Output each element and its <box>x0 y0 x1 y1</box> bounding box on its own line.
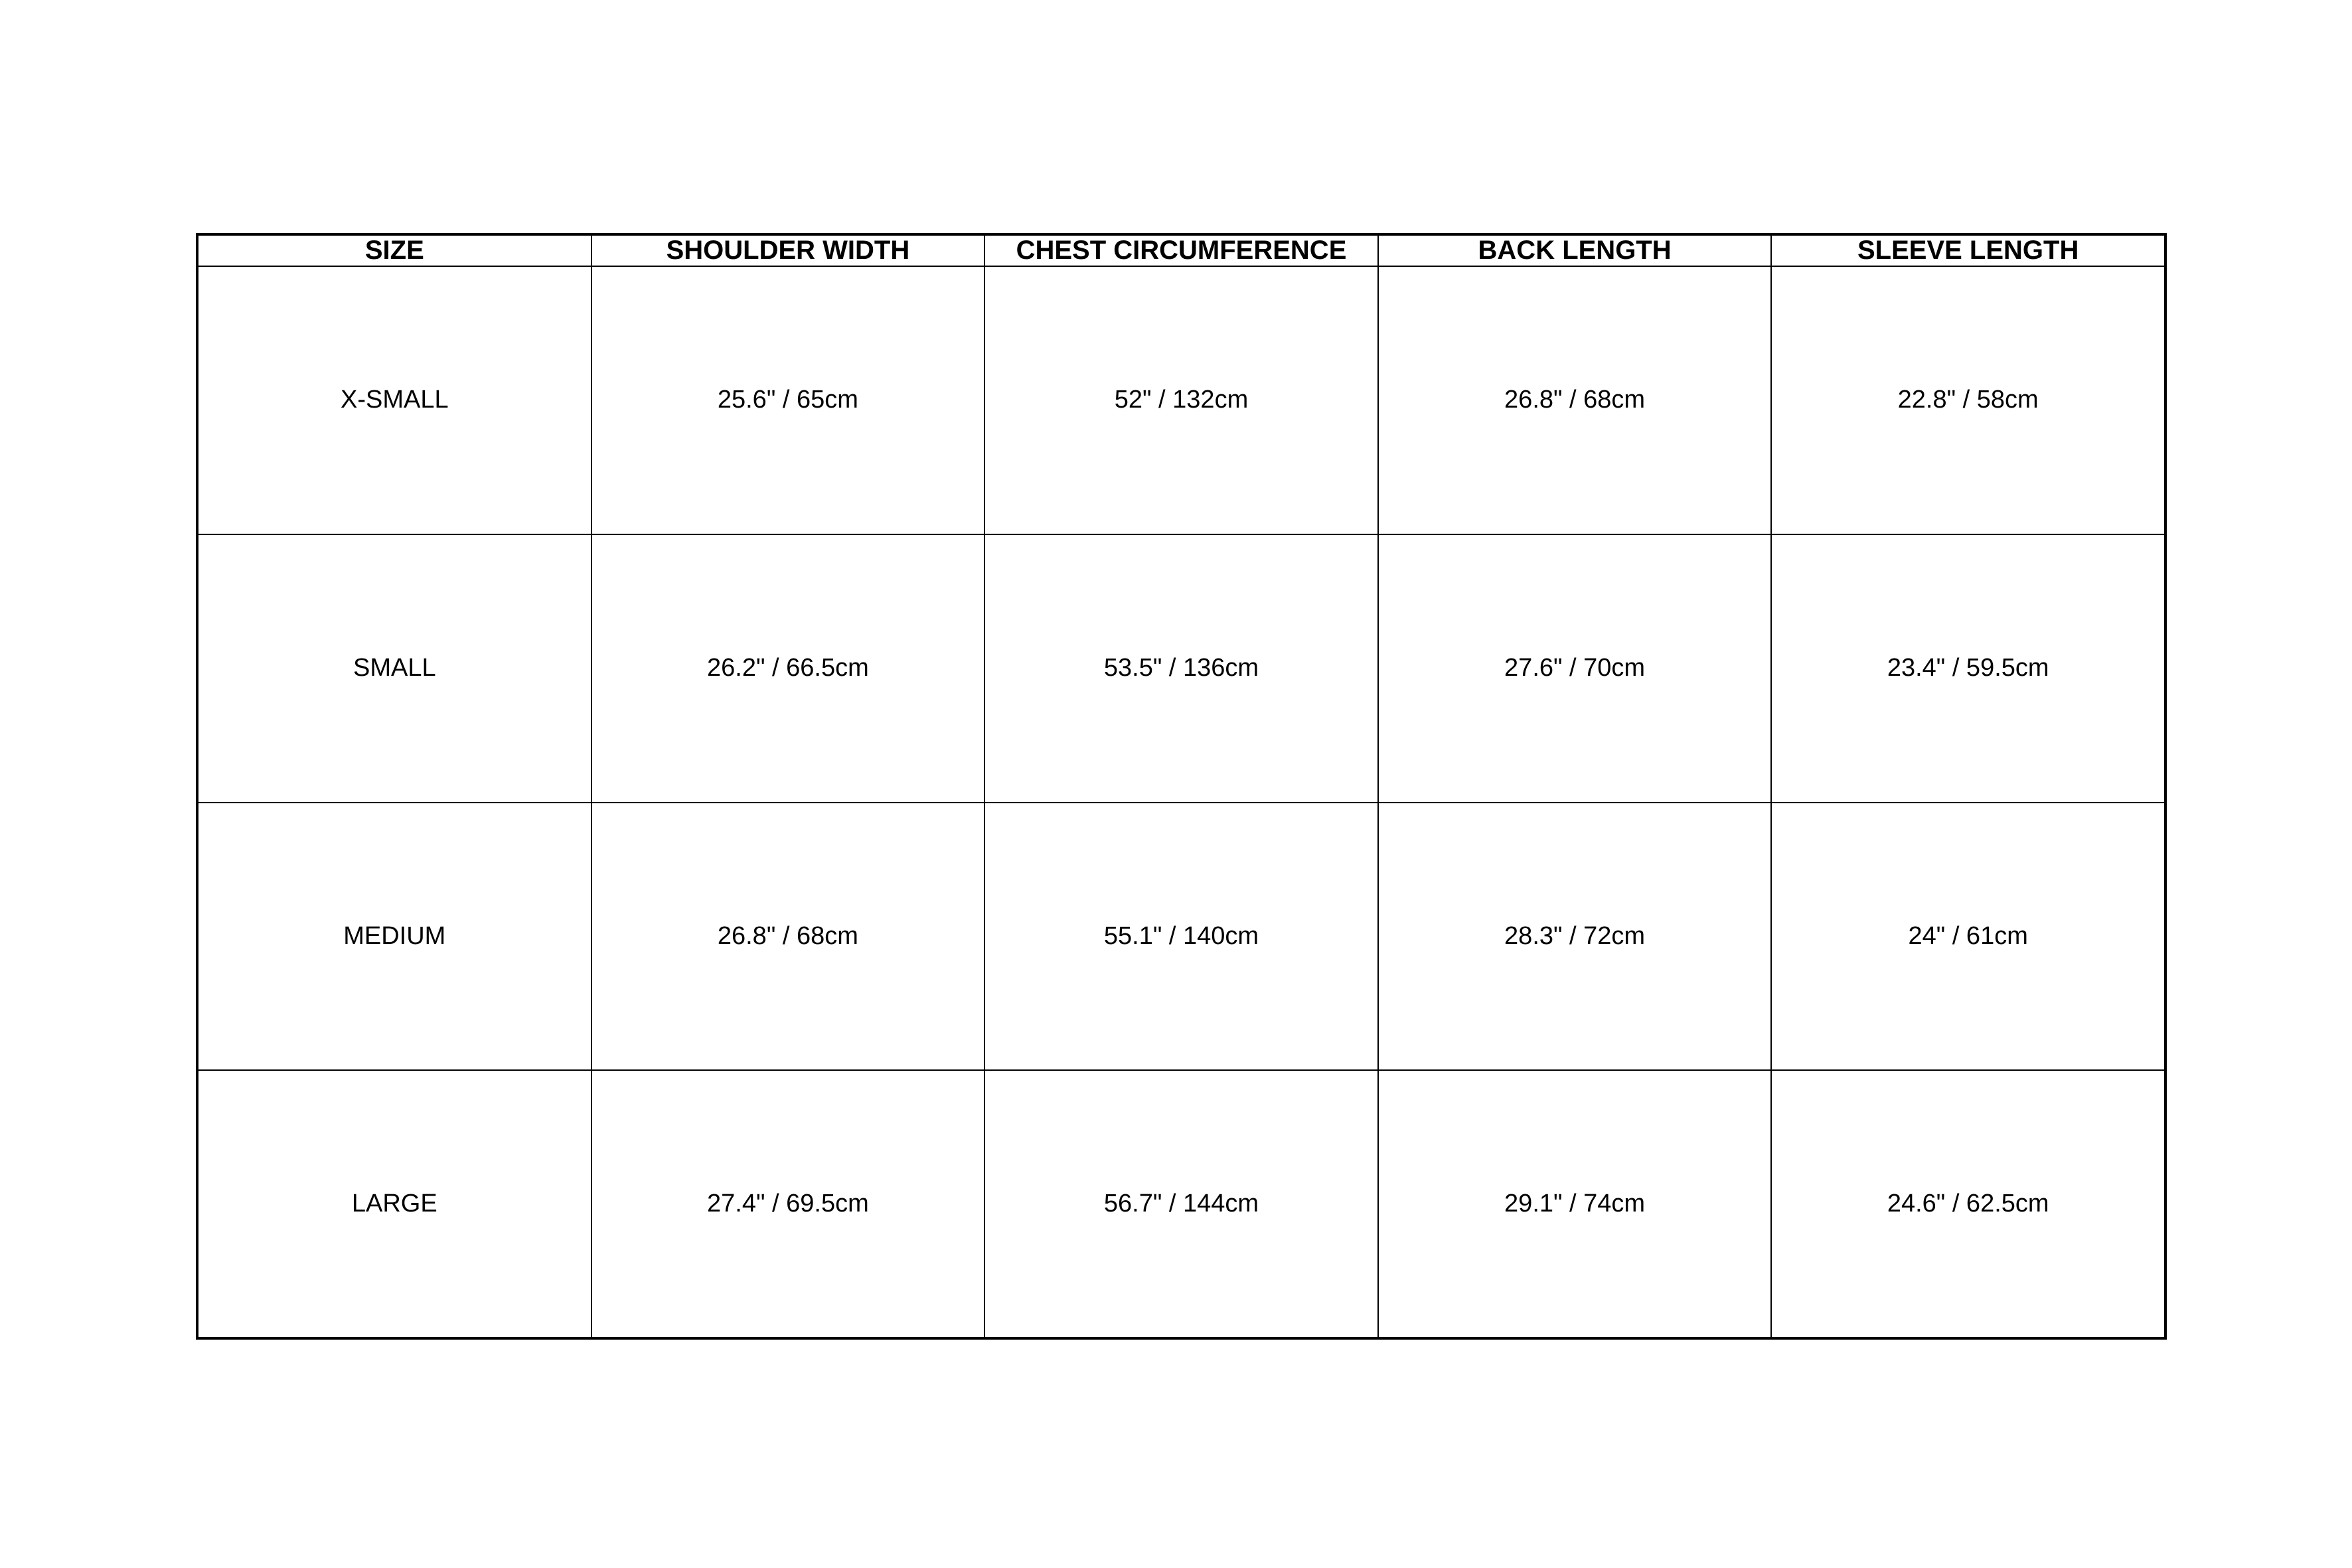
cell-sleeve-length: 24.6" / 62.5cm <box>1771 1070 2165 1338</box>
cell-size: SMALL <box>197 534 591 803</box>
header-chest-circumference: CHEST CIRCUMFERENCE <box>984 234 1378 266</box>
cell-chest-circumference: 56.7" / 144cm <box>984 1070 1378 1338</box>
table-row <box>197 266 2165 534</box>
cell-chest-circumference: 52" / 132cm <box>984 266 1378 534</box>
table-row <box>197 803 2165 1071</box>
table-row <box>197 534 2165 803</box>
cell-back-length: 26.8" / 68cm <box>1378 266 1772 534</box>
cell-shoulder-width: 25.6" / 65cm <box>591 266 985 534</box>
cell-sleeve-length: 23.4" / 59.5cm <box>1771 534 2165 803</box>
header-back-length: BACK LENGTH <box>1378 234 1772 266</box>
cell-sleeve-length: 24" / 61cm <box>1771 803 2165 1071</box>
cell-chest-circumference: 55.1" / 140cm <box>984 803 1378 1071</box>
cell-back-length: 27.6" / 70cm <box>1378 534 1772 803</box>
cell-sleeve-length: 22.8" / 58cm <box>1771 266 2165 534</box>
cell-back-length: 29.1" / 74cm <box>1378 1070 1772 1338</box>
header-size: SIZE <box>197 234 591 266</box>
cell-back-length: 28.3" / 72cm <box>1378 803 1772 1071</box>
cell-shoulder-width: 26.2" / 66.5cm <box>591 534 985 803</box>
header-shoulder-width: SHOULDER WIDTH <box>591 234 985 266</box>
cell-size: X-SMALL <box>197 266 591 534</box>
cell-shoulder-width: 26.8" / 68cm <box>591 803 985 1071</box>
cell-chest-circumference: 53.5" / 136cm <box>984 534 1378 803</box>
table-row <box>197 1070 2165 1338</box>
header-sleeve-length: SLEEVE LENGTH <box>1771 234 2165 266</box>
size-chart-table <box>196 233 2167 1340</box>
cell-size: MEDIUM <box>197 803 591 1071</box>
table-body <box>197 266 2165 1338</box>
table-header <box>197 234 2165 266</box>
header-row <box>197 234 2165 266</box>
cell-size: LARGE <box>197 1070 591 1338</box>
cell-shoulder-width: 27.4" / 69.5cm <box>591 1070 985 1338</box>
